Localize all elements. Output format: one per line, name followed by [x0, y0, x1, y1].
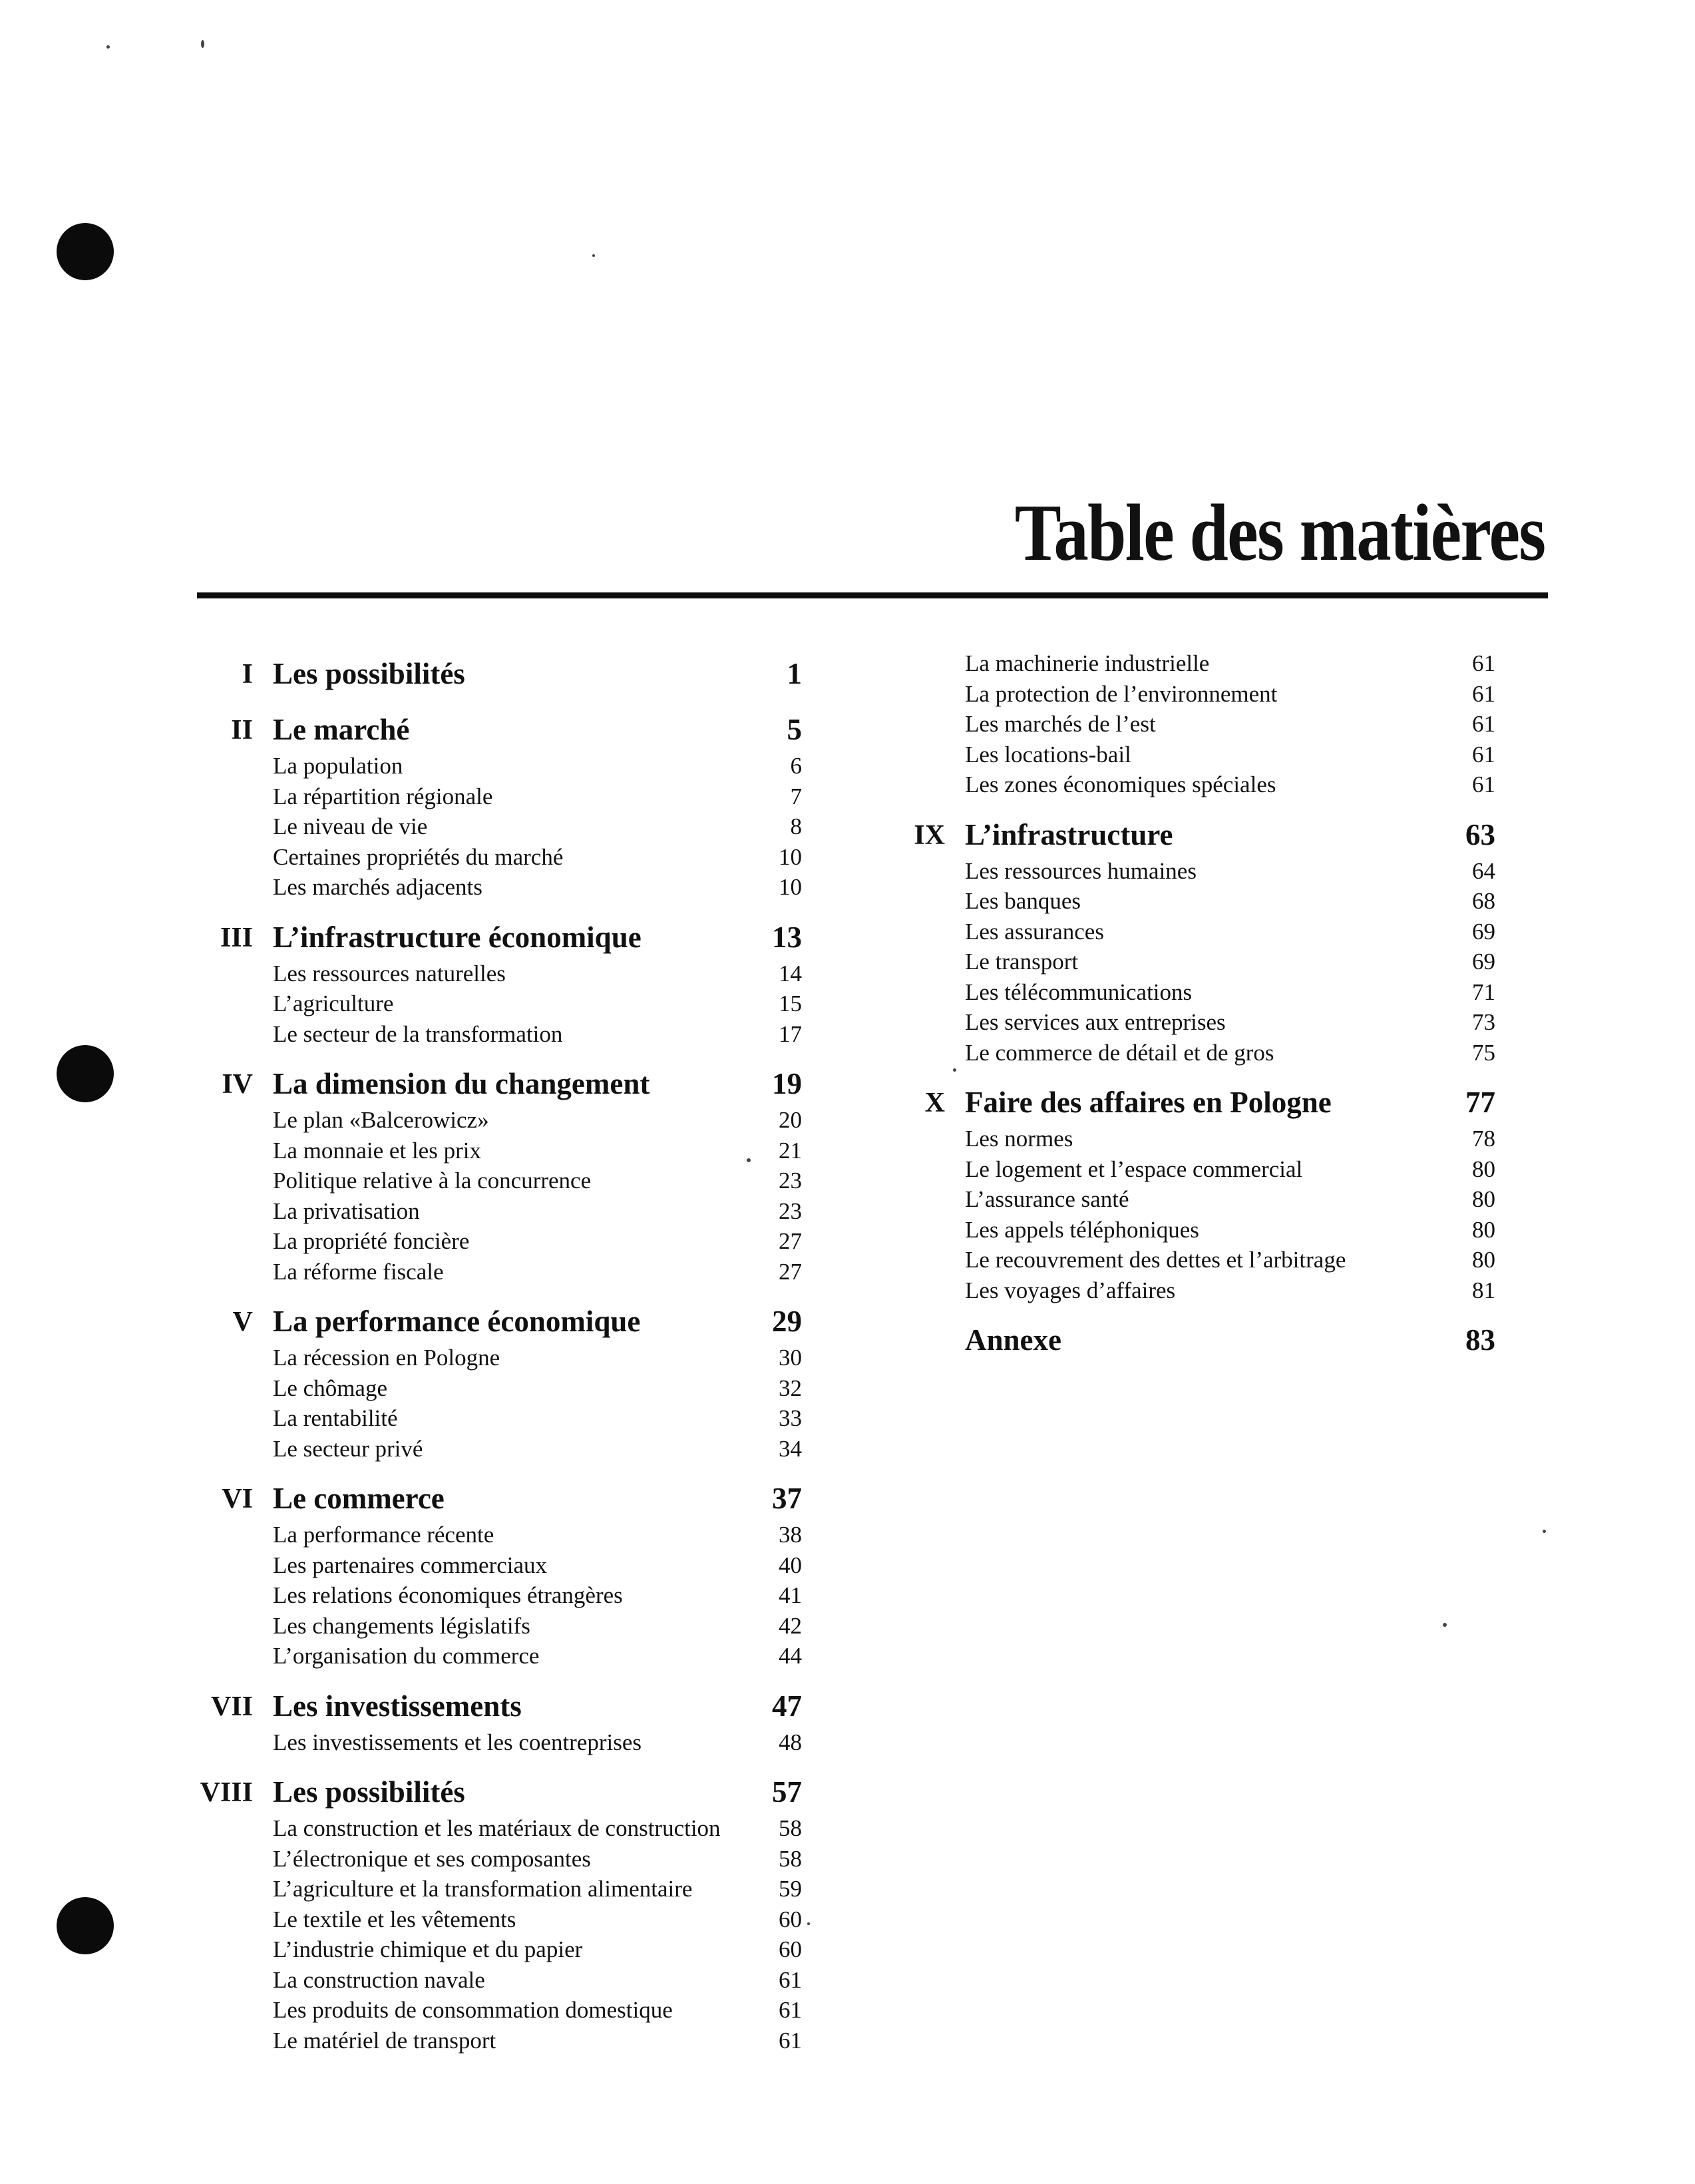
toc-entry: [888, 680, 1495, 710]
toc-entry: [180, 1845, 802, 1875]
entry-label: Les voyages d’affaires: [965, 1277, 1176, 1303]
toc-entry: [888, 1245, 1495, 1276]
toc-entry: [180, 1814, 802, 1845]
entry-label: La performance récente: [273, 1522, 494, 1548]
chapter-page: 19: [772, 1067, 802, 1100]
chapter-title: Faire des affaires en Pologne: [965, 1086, 1332, 1119]
chapter-page: 47: [772, 1689, 802, 1723]
chapter-number: III: [220, 922, 253, 953]
entry-page: 61: [1472, 680, 1495, 707]
chapter-title: Le commerce: [273, 1482, 445, 1515]
toc-chapter: [888, 1315, 1495, 1362]
entry-page: 23: [779, 1198, 802, 1224]
scan-speck: [201, 40, 204, 48]
entry-page: 27: [779, 1228, 802, 1254]
entry-label: Les ressources naturelles: [273, 960, 506, 986]
entry-label: Les produits de consommation domestique: [273, 1997, 673, 2023]
chapter-title: Le marché: [273, 713, 410, 746]
chapter-heading: [180, 1767, 802, 1814]
entry-label: Le secteur de la transformation: [273, 1020, 563, 1047]
chapter-number: VII: [210, 1691, 253, 1722]
chapter-page: 29: [772, 1305, 802, 1338]
scan-speck: [1543, 1530, 1546, 1533]
toc-entry: [180, 1227, 802, 1257]
entry-label: Le chômage: [273, 1375, 387, 1401]
entry-label: L’organisation du commerce: [273, 1643, 540, 1669]
entry-page: 17: [779, 1020, 802, 1047]
chapter-title: Les investissements: [273, 1689, 522, 1723]
toc-entry: [180, 1641, 802, 1672]
entry-page: 30: [779, 1345, 802, 1371]
binder-hole: [57, 223, 114, 280]
entry-page: 7: [790, 783, 802, 809]
toc-entry: [888, 857, 1495, 887]
entry-label: Les zones économiques spéciales: [965, 771, 1276, 797]
entry-label: Les investissements et les coentreprises: [273, 1729, 642, 1755]
scan-speck: [807, 1922, 810, 1925]
entry-label: Les partenaires commerciaux: [273, 1552, 548, 1578]
entry-label: Les banques: [965, 888, 1081, 914]
toc-chapter: [888, 810, 1495, 1069]
toc-entry: [180, 1520, 802, 1551]
toc-entry: [180, 1374, 802, 1405]
chapter-title: L’infrastructure: [965, 817, 1173, 851]
chapter-page: 37: [772, 1482, 802, 1515]
toc-entry: [180, 1996, 802, 2026]
entry-page: 58: [779, 1845, 802, 1872]
entry-page: 61: [779, 1966, 802, 1993]
entry-label: La propriété foncière: [273, 1228, 470, 1254]
entry-label: La construction et les matériaux de construction: [273, 1815, 721, 1841]
entry-label: Les relations économiques étrangères: [273, 1582, 623, 1608]
chapter-page: 1: [787, 657, 802, 690]
toc-chapter: [180, 1297, 802, 1464]
chapter-number: VI: [222, 1484, 253, 1514]
entry-page: 60: [779, 1936, 802, 1962]
entry-page: 48: [779, 1729, 802, 1755]
entry-page: 21: [779, 1137, 802, 1164]
entry-page: 69: [1472, 918, 1495, 945]
entry-page: 80: [1472, 1156, 1495, 1182]
entry-label: L’électronique et ses composantes: [273, 1845, 591, 1872]
chapter-page: 77: [1465, 1086, 1495, 1119]
toc-chapter: [180, 1767, 802, 2056]
entry-label: Les marchés de l’est: [965, 711, 1156, 737]
chapter-number: VIII: [200, 1777, 253, 1808]
entry-label: La récession en Pologne: [273, 1345, 500, 1371]
entry-page: 80: [1472, 1216, 1495, 1243]
toc-entry: [180, 812, 802, 843]
toc-entry: [888, 740, 1495, 771]
toc-entry: [888, 710, 1495, 740]
entry-page: 61: [779, 2027, 802, 2054]
toc-entry: [180, 843, 802, 873]
entry-label: Certaines propriétés du marché: [273, 843, 564, 870]
toc-entry: [180, 1551, 802, 1582]
toc-entry: [888, 1276, 1495, 1307]
toc-entry: [180, 959, 802, 990]
entry-label: Les ressources humaines: [965, 857, 1197, 884]
entry-label: La machinerie industrielle: [965, 650, 1210, 676]
toc-entry: [888, 887, 1495, 917]
entry-page: 15: [779, 990, 802, 1016]
entry-label: Le matériel de transport: [273, 2027, 496, 2054]
chapter-number: IV: [222, 1069, 253, 1100]
entry-page: 41: [779, 1582, 802, 1608]
entry-page: 61: [779, 1997, 802, 2023]
toc-entry: [180, 873, 802, 903]
toc-entry: [180, 1728, 802, 1759]
toc-entry: [888, 1185, 1495, 1215]
entry-page: 33: [779, 1405, 802, 1431]
toc-entry: [888, 947, 1495, 978]
toc-entry: [888, 1038, 1495, 1069]
entry-label: Le secteur privé: [273, 1435, 423, 1462]
entry-label: L’assurance santé: [965, 1186, 1129, 1212]
title-rule: [197, 592, 1548, 598]
toc-chapter: [180, 649, 802, 696]
entry-page: 6: [790, 753, 802, 779]
toc-entry: [180, 1935, 802, 1966]
toc-entry: [180, 1434, 802, 1465]
entry-label: Les appels téléphoniques: [965, 1216, 1199, 1243]
entry-label: La répartition régionale: [273, 783, 493, 809]
toc-entry: [180, 1197, 802, 1227]
scan-speck: [106, 45, 110, 49]
toc-entry: [180, 1612, 802, 1642]
toc-entry: [180, 1581, 802, 1612]
entry-label: L’agriculture et la transformation alimentaire: [273, 1876, 693, 1902]
entry-page: 61: [1472, 711, 1495, 737]
chapter-heading: [888, 810, 1495, 857]
chapter-heading: [180, 913, 802, 959]
entry-page: 14: [779, 960, 802, 986]
entry-label: La réforme fiscale: [273, 1258, 444, 1285]
entry-page: 60: [779, 1906, 802, 1932]
entry-label: L’agriculture: [273, 990, 394, 1016]
toc-entry: [888, 1124, 1495, 1155]
chapter-number: V: [232, 1307, 253, 1337]
entry-page: 80: [1472, 1186, 1495, 1212]
chapter-heading: [180, 1297, 802, 1343]
chapter-page: 83: [1465, 1323, 1495, 1357]
chapter-title: Les possibilités: [273, 657, 465, 690]
chapter-heading: [888, 1078, 1495, 1124]
page-title: Table des matières: [1014, 488, 1545, 578]
entry-page: 42: [779, 1612, 802, 1639]
toc-chapter: [888, 649, 1495, 801]
entry-label: Les changements législatifs: [273, 1612, 530, 1639]
toc-entry: [180, 1343, 802, 1374]
entry-label: Les services aux entreprises: [965, 1009, 1226, 1035]
chapter-title: La performance économique: [273, 1305, 641, 1338]
chapter-heading: [180, 649, 802, 696]
entry-label: Le recouvrement des dettes et l’arbitrage: [965, 1247, 1346, 1273]
entry-page: 27: [779, 1258, 802, 1285]
entry-page: 38: [779, 1522, 802, 1548]
chapter-heading: [888, 1315, 1495, 1362]
binder-hole: [57, 1045, 114, 1102]
entry-label: Les assurances: [965, 918, 1104, 945]
entry-label: Les locations-bail: [965, 741, 1131, 767]
toc-chapter: [180, 1474, 802, 1672]
entry-page: 10: [779, 843, 802, 870]
entry-label: Les normes: [965, 1126, 1073, 1152]
entry-label: Les marchés adjacents: [273, 874, 482, 900]
entry-label: La rentabilité: [273, 1405, 398, 1431]
toc-entry: [888, 917, 1495, 948]
toc-right-column: [888, 649, 1495, 1371]
entry-page: 64: [1472, 857, 1495, 884]
chapter-number: II: [231, 715, 253, 746]
toc-entry: [180, 1166, 802, 1197]
toc-chapter: [180, 1059, 802, 1287]
toc-entry: [180, 752, 802, 782]
entry-page: 61: [1472, 741, 1495, 767]
toc-left-column: [180, 649, 802, 2066]
chapter-page: 57: [772, 1775, 802, 1809]
entry-page: 32: [779, 1375, 802, 1401]
entry-page: 69: [1472, 949, 1495, 975]
entry-label: Le transport: [965, 949, 1079, 975]
entry-label: Le plan «Balcerowicz»: [273, 1107, 489, 1133]
toc-chapter: [180, 913, 802, 1050]
chapter-title: La dimension du changement: [273, 1067, 650, 1100]
entry-page: 75: [1472, 1039, 1495, 1066]
entry-label: Le niveau de vie: [273, 813, 428, 839]
toc-entry: [180, 1257, 802, 1288]
entry-page: 59: [779, 1876, 802, 1902]
chapter-number: X: [924, 1088, 945, 1118]
entry-page: 10: [779, 874, 802, 900]
toc-entry: [180, 1136, 802, 1167]
toc-entry: [180, 1874, 802, 1905]
entry-page: 73: [1472, 1009, 1495, 1035]
entry-page: 58: [779, 1815, 802, 1841]
toc-entry: [888, 1155, 1495, 1186]
toc-entry: [180, 2026, 802, 2057]
toc-chapter: [180, 705, 802, 903]
chapter-heading: [180, 1474, 802, 1520]
toc-chapter: [888, 1078, 1495, 1306]
toc-entry: [180, 1966, 802, 1996]
entry-page: 61: [1472, 650, 1495, 676]
entry-page: 34: [779, 1435, 802, 1462]
entry-label: Le commerce de détail et de gros: [965, 1039, 1274, 1066]
entry-page: 20: [779, 1107, 802, 1133]
chapter-title: Annexe: [965, 1323, 1061, 1357]
entry-page: 40: [779, 1552, 802, 1578]
entry-label: Le logement et l’espace commercial: [965, 1156, 1303, 1182]
entry-label: Les télécommunications: [965, 979, 1193, 1005]
toc-entry: [180, 1106, 802, 1136]
toc-entry: [180, 989, 802, 1020]
chapter-heading: [180, 1681, 802, 1728]
toc-entry: [888, 1215, 1495, 1246]
chapter-page: 5: [787, 713, 802, 746]
toc-entry: [180, 782, 802, 813]
entry-page: 68: [1472, 888, 1495, 914]
entry-page: 78: [1472, 1126, 1495, 1152]
entry-page: 61: [1472, 771, 1495, 797]
toc-chapter: [180, 1681, 802, 1759]
entry-page: 8: [790, 813, 802, 839]
entry-label: L’industrie chimique et du papier: [273, 1936, 583, 1962]
scan-speck: [592, 254, 595, 257]
entry-page: 44: [779, 1643, 802, 1669]
entry-label: La protection de l’environnement: [965, 680, 1278, 707]
chapter-page: 13: [772, 920, 802, 954]
entry-page: 71: [1472, 979, 1495, 1005]
entry-label: Le textile et les vêtements: [273, 1906, 516, 1932]
chapter-number: IX: [914, 819, 945, 851]
entry-label: La privatisation: [273, 1198, 420, 1224]
toc-entry: [180, 1905, 802, 1936]
toc-entry: [180, 1404, 802, 1434]
entry-label: Politique relative à la concurrence: [273, 1168, 592, 1194]
toc-entry: [888, 770, 1495, 801]
toc-entry: [180, 1020, 802, 1050]
chapter-title: Les possibilités: [273, 1775, 465, 1809]
entry-page: 23: [779, 1168, 802, 1194]
chapter-page: 63: [1465, 817, 1495, 851]
scan-speck: [1443, 1623, 1447, 1627]
chapter-heading: [180, 1059, 802, 1106]
binder-hole: [57, 1897, 114, 1954]
chapter-title: L’infrastructure économique: [273, 920, 642, 954]
toc-entry: [888, 978, 1495, 1008]
entry-label: La monnaie et les prix: [273, 1137, 481, 1164]
entry-page: 81: [1472, 1277, 1495, 1303]
entry-page: 80: [1472, 1247, 1495, 1273]
toc-entry: [888, 649, 1495, 680]
chapter-number: I: [242, 659, 253, 690]
chapter-heading: [180, 705, 802, 752]
entry-label: La population: [273, 753, 403, 779]
entry-label: La construction navale: [273, 1966, 485, 1993]
toc-entry: [888, 1008, 1495, 1038]
